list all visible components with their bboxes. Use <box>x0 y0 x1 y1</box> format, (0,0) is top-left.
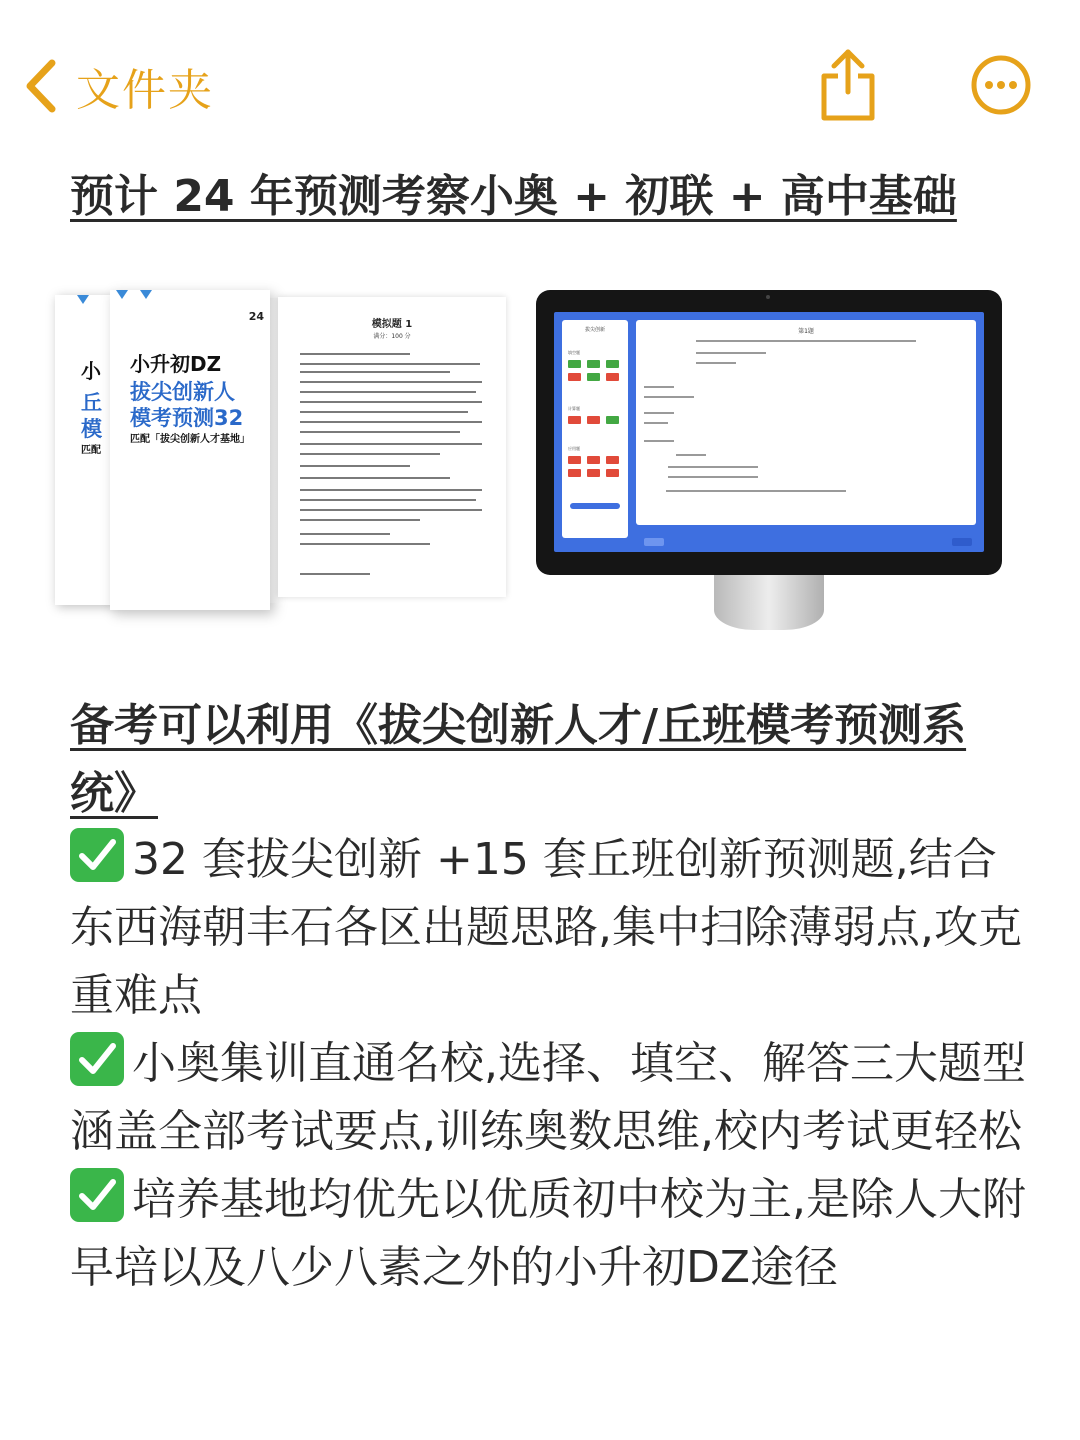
answer-text-line <box>668 476 758 478</box>
answer-text-line <box>644 440 674 442</box>
paper-text-line <box>300 443 482 445</box>
paper-text-line <box>300 391 476 393</box>
book-front <box>110 290 270 610</box>
product-images <box>50 285 1010 645</box>
book-back <box>55 295 115 605</box>
book-ribbon <box>116 290 128 299</box>
share-icon[interactable] <box>816 46 880 122</box>
answer-text-line <box>666 490 846 492</box>
paper-text-line <box>300 499 476 501</box>
book-back-line2a: 丘 <box>81 391 102 415</box>
check-mark-icon <box>70 1032 124 1086</box>
paper-text-line <box>300 573 370 575</box>
book-back-line2b: 模 <box>81 417 102 441</box>
paper-text-line <box>300 543 430 545</box>
paper-text-line <box>300 421 482 423</box>
panel-section-label: 计算题 <box>568 406 580 411</box>
question-text-line <box>696 352 766 354</box>
question-cell <box>587 416 600 424</box>
paper-text-line <box>300 371 450 373</box>
monitor-screenshot <box>536 290 1002 575</box>
list-item <box>70 1030 1030 1166</box>
question-nav-panel <box>562 320 628 538</box>
monitor-stand <box>714 575 824 630</box>
question-panel <box>636 320 976 525</box>
question-cell <box>568 360 581 368</box>
answer-text-line <box>644 396 694 398</box>
paper-text-line <box>300 465 410 467</box>
answer-text-line <box>644 412 674 414</box>
feature-list <box>70 826 1030 1302</box>
paper-text-line <box>300 509 482 511</box>
monitor-screen <box>554 312 984 552</box>
question-cell <box>606 416 619 424</box>
book-corner-number: 24 <box>248 310 264 323</box>
paper-text-line <box>300 363 480 365</box>
paper-text-line <box>300 431 460 433</box>
paper-text-line <box>300 533 390 535</box>
exam-paper-title: 模拟题 1 <box>371 319 413 330</box>
book-front-line4: 匹配「拔尖创新人才基地」 <box>130 434 250 445</box>
question-text-line <box>696 362 736 364</box>
list-item <box>70 1166 1030 1302</box>
panel-section-label: 应用题 <box>568 446 580 451</box>
back-button[interactable] <box>22 54 214 118</box>
next-question-button <box>952 538 972 546</box>
question-cell <box>587 373 600 381</box>
panel-title: 拔尖创新 <box>584 327 605 333</box>
top-nav-bar <box>0 40 1080 130</box>
check-mark-icon <box>70 828 124 882</box>
note-title: 预计 24 年预测考察小奥 + 初联 + 高中基础 <box>70 171 957 222</box>
book-back-line3: 匹配 <box>81 445 101 456</box>
more-options-icon[interactable] <box>970 54 1032 116</box>
list-item-text: 32 套拔尖创新 +15 套丘班创新预测题,结合东西海朝丰石各区出题思路,集中扫除薄弱点,攻克重难点 <box>70 834 1022 1021</box>
paper-text-line <box>300 489 482 491</box>
question-cell <box>568 469 581 477</box>
answer-text-line <box>668 466 758 468</box>
question-cell <box>606 373 619 381</box>
check-mark-icon <box>70 1168 124 1222</box>
prev-question-button <box>644 538 664 546</box>
question-cell <box>568 416 581 424</box>
answer-text-line <box>644 386 674 388</box>
question-cell <box>568 456 581 464</box>
panel-submit-button <box>570 503 620 509</box>
paper-text-line <box>300 411 468 413</box>
question-cell <box>606 456 619 464</box>
paper-text-line <box>300 401 482 403</box>
list-item-text: 培养基地均优先以优质初中校为主,是除人大附早培以及八少八素之外的小升初DZ途径 <box>70 1174 1026 1293</box>
paper-text-line <box>300 353 410 355</box>
paper-text-line <box>300 477 450 479</box>
question-cell <box>606 469 619 477</box>
book-front-line2: 拔尖创新人 <box>130 380 235 404</box>
back-label: 文件夹 <box>76 65 214 116</box>
list-item <box>70 826 1030 1030</box>
list-item-text: 小奥集训直通名校,选择、填空、解答三大题型涵盖全部考试要点,训练奥数思维,校内考试更轻松 <box>70 1038 1026 1157</box>
answer-text-line <box>644 422 668 424</box>
section-heading: 备考可以利用《拔尖创新人才/丘班模考预测系统》 <box>70 700 967 819</box>
question-cell <box>587 469 600 477</box>
question-cell <box>587 360 600 368</box>
paper-text-line <box>300 381 482 383</box>
chevron-left-icon <box>22 57 62 115</box>
exam-paper <box>278 297 506 597</box>
monitor-camera <box>766 295 770 299</box>
question-text-line <box>696 340 916 342</box>
question-cell <box>568 373 581 381</box>
exam-paper-subtitle: 满分：100 分 <box>373 333 411 340</box>
panel-section-label: 填空题 <box>568 350 580 355</box>
question-cell <box>587 456 600 464</box>
question-cell <box>606 360 619 368</box>
book-back-line1: 小 <box>81 359 101 383</box>
book-ribbon <box>140 290 152 299</box>
paper-text-line <box>300 453 440 455</box>
book-front-line3: 模考预测32 <box>130 406 244 430</box>
book-front-line1: 小升初DZ <box>130 352 222 376</box>
question-number: 第1题 <box>798 328 814 335</box>
answer-text-line <box>676 454 706 456</box>
paper-text-line <box>300 519 420 521</box>
book-ribbon <box>77 295 89 304</box>
